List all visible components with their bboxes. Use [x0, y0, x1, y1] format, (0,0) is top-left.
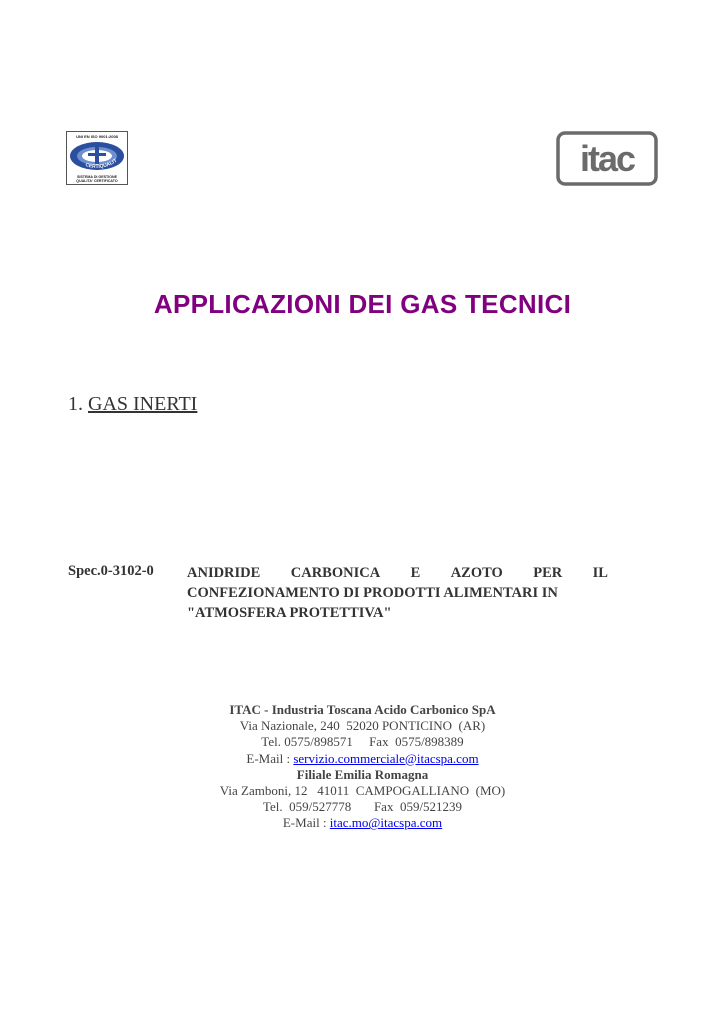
- company-name: ITAC - Industria Toscana Acido Carbonico SpA: [229, 702, 496, 717]
- branch-email-row: [0, 815, 725, 831]
- cert-footer-line2: QUALITA' CERTIFICATO: [76, 178, 118, 183]
- cert-footer-line1: SISTEMA DI GESTIONE: [76, 174, 117, 179]
- spec-line1: [187, 563, 608, 583]
- cert-norm-text: UNI EN ISO 9001:2008: [76, 134, 118, 139]
- spec-line2: CONFEZIONAMENTO DI PRODOTTI ALIMENTARI IN: [187, 585, 558, 601]
- email-label: E-Mail :: [246, 750, 294, 766]
- spec-word: CARBONICA: [290, 565, 381, 581]
- cert-footer: [67, 175, 127, 183]
- spec-word: AZOTO: [450, 565, 503, 581]
- company-phone: Tel. 0575/898571 Fax 0575/898389: [261, 734, 464, 750]
- certiquality-seal-icon: [68, 140, 126, 172]
- spec-description: [187, 563, 608, 623]
- logo-text: itac: [579, 138, 635, 179]
- branch-name: Filiale Emilia Romagna: [296, 766, 429, 782]
- section-name: GAS INERTI: [88, 393, 198, 415]
- company-email-link[interactable]: servizio.commerciale@itacspa.com: [293, 750, 479, 766]
- section-number: 1.: [68, 393, 83, 415]
- certiquality-badge: [66, 131, 128, 185]
- spec-line3: "ATMOSFERA PROTETTIVA": [187, 605, 392, 621]
- itac-logo: [556, 131, 658, 186]
- company-info: [0, 702, 725, 832]
- company-address: Via Nazionale, 240 52020 PONTICINO (AR): [239, 718, 486, 734]
- spec-word: PER: [533, 565, 563, 581]
- page-title: APPLICAZIONI DEI GAS TECNICI: [153, 289, 572, 319]
- branch-phone: Tel. 059/527778 Fax 059/521239: [262, 799, 463, 815]
- spec-word: E: [410, 565, 421, 581]
- section-heading: [68, 393, 197, 416]
- branch-email-link[interactable]: itac.mo@itacspa.com: [329, 815, 443, 831]
- spec-word: IL: [592, 565, 608, 581]
- branch-address: Via Zamboni, 12 41011 CAMPOGALLIANO (MO): [219, 783, 506, 799]
- cert-arc-text: CERTIQUALIT: [84, 157, 119, 171]
- company-email-row: [0, 751, 725, 767]
- branch-email-label: E-Mail :: [282, 815, 330, 831]
- spec-word: ANIDRIDE: [187, 565, 261, 581]
- spec-code: Spec.0-3102-0: [68, 563, 154, 579]
